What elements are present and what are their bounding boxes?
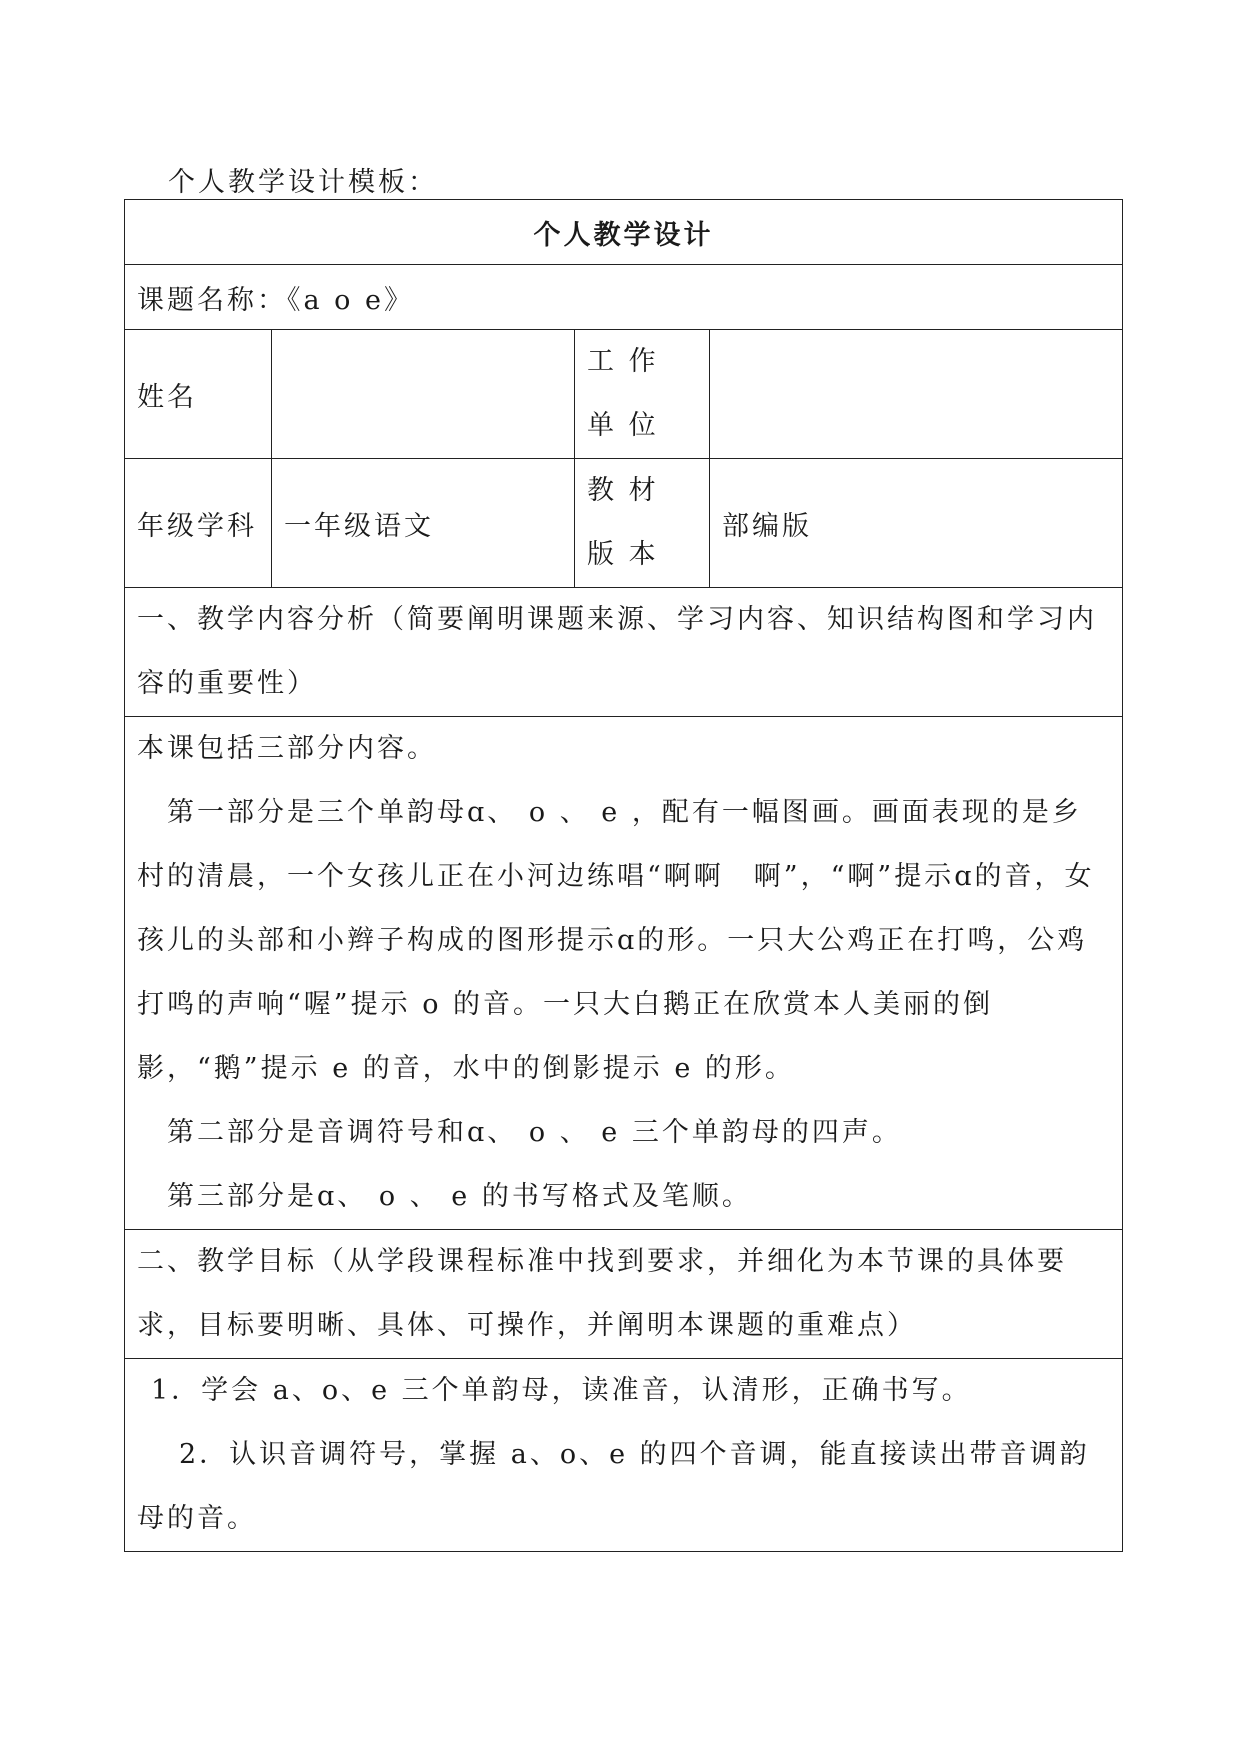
document-caption: 个人教学设计模板：	[168, 167, 438, 198]
section1-paragraph: 本课包括三部分内容。	[137, 733, 437, 764]
edition-label: 教 材 版 本	[575, 459, 710, 588]
section2-heading: 二、教学目标（从学段课程标准中找到要求，并细化为本节课的具体要求，目标要明晰、具体、可操作，并阐明本课题的重难点）	[125, 1230, 1123, 1359]
unit-label: 工 作 单 位	[575, 330, 710, 459]
section1-paragraph: 第三部分是ɑ、 o 、 e 的书写格式及笔顺。	[167, 1181, 752, 1212]
section1-paragraph: 第一部分是三个单韵母ɑ、 o 、 e ，配有一幅图画。画面表现的是乡村的清晨，一个女孩儿正在小河边练唱“啊啊 啊”，“啊”提示ɑ的音，女孩儿的头部和小辫子构成的图形提示ɑ的形。一只大公鸡正在打鸣，公鸡打鸣的声响“喔”提示 o 的音。一只大白鹅正在欣赏本人美丽的倒影，“鹅”提示 e 的音，水中的倒影提示 e 的形。	[137, 797, 1095, 1084]
edition-value: 部编版	[710, 459, 1123, 588]
section1-body	[125, 717, 1123, 1230]
section2-body	[125, 1359, 1123, 1552]
topic-name: 课题名称：《a o e》	[125, 265, 1123, 330]
lesson-plan-table	[124, 199, 1123, 1552]
grade-label: 年级学科	[125, 459, 272, 588]
name-label: 姓名	[125, 330, 272, 459]
unit-value	[710, 330, 1123, 459]
section1-paragraph: 第二部分是音调符号和ɑ、 o 、 e 三个单韵母的四声。	[167, 1117, 902, 1148]
form-title: 个人教学设计	[125, 200, 1123, 265]
name-value	[272, 330, 575, 459]
section1-heading: 一、教学内容分析（简要阐明课题来源、学习内容、知识结构图和学习内容的重要性）	[125, 588, 1123, 717]
grade-value: 一年级语文	[272, 459, 575, 588]
goal-item: 1．学会 a、o、e 三个单韵母，读准音，认清形，正确书写。	[151, 1375, 972, 1406]
goal-item: 2．认识音调符号，掌握 a、o、e 的四个音调，能直接读出带音调韵母的音。	[137, 1439, 1090, 1534]
